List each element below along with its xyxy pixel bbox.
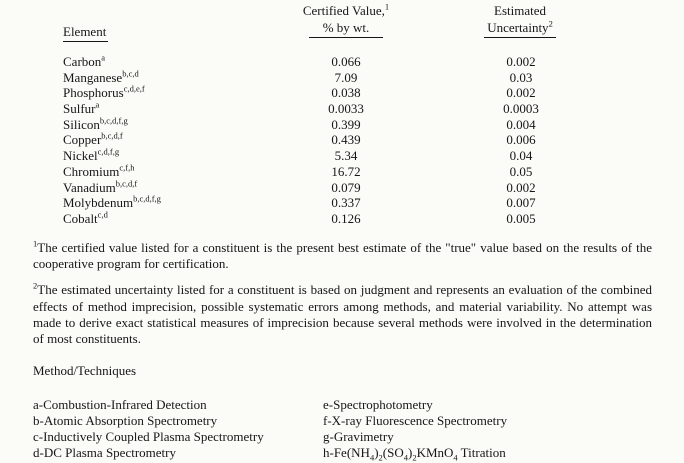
uncertainty-value: 0.002 xyxy=(506,179,536,195)
table-row xyxy=(0,211,684,227)
estimated-header-line2 xyxy=(452,20,588,39)
footnote: $^2$The estimated uncertainty listed for a constituent is based on judgment and represents an evaluation of the combined effects of method imprecision, possible systematic errors among methods, and material variability. No attempt was made to derive exact statistical measures of imprecision because several methods were involved in the determination of most constituents. xyxy=(33,281,652,347)
element-name: Manganese$^{b,c,d}$ xyxy=(63,68,139,85)
methods-right-column xyxy=(323,397,653,461)
element-name: Cobalt$^{c,d}$ xyxy=(63,209,108,226)
method-item: e-Spectrophotometry xyxy=(323,397,433,412)
percent-by-wt-label: % by wt. xyxy=(309,20,384,39)
element-methods-sup: b,c,d,f,g xyxy=(99,115,128,126)
certified-value-header-line1 xyxy=(283,3,409,20)
uncertainty-value: 0.007 xyxy=(506,195,536,211)
table-rows xyxy=(0,54,684,227)
method-item: d-DC Plasma Spectrometry xyxy=(33,445,176,460)
element-methods-sup: b,c,d,f,g xyxy=(133,193,161,204)
table-row xyxy=(0,164,684,180)
uncertainty-value: 0.04 xyxy=(509,148,533,164)
uncertainty-value: 0.004 xyxy=(506,116,536,132)
certified-value: 0.337 xyxy=(331,195,361,211)
table-row xyxy=(0,180,684,196)
uncertainty-value: 0.002 xyxy=(506,54,536,69)
uncertainty-value: 0.006 xyxy=(506,132,536,148)
element-methods-sup: c,d xyxy=(97,209,108,220)
element-name: Carbon$^a$ xyxy=(63,52,106,69)
table-row xyxy=(0,70,684,86)
certified-value-footnote-ref: 1 xyxy=(384,1,390,12)
uncertainty-value: 0.05 xyxy=(509,163,533,179)
table-row xyxy=(0,54,684,70)
certified-value: 0.126 xyxy=(331,210,361,226)
uncertainty-label-wrap xyxy=(484,20,556,39)
table-header-certified-value xyxy=(283,3,409,38)
uncertainty-value: 0.005 xyxy=(506,210,536,226)
element-methods-sup: c,f,h xyxy=(119,162,135,173)
element-name: Nickel$^{c,d,f,g}$ xyxy=(63,146,120,164)
method-item: $h-Fe(NH_4)_2(SO_4)_2KMnO_4$ Titration xyxy=(323,445,506,463)
method-item: f-X-ray Fluorescence Spectrometry xyxy=(323,413,508,428)
certified-value: 0.066 xyxy=(331,54,361,69)
method-item: b-Atomic Absorption Spectrometry xyxy=(33,413,218,428)
footnotes xyxy=(33,240,652,357)
table-row xyxy=(0,148,684,164)
method-item: g-Gravimetry xyxy=(323,429,394,444)
subscript: 2 xyxy=(412,452,417,463)
estimated-header-line1: Estimated xyxy=(494,3,546,18)
table-row xyxy=(0,195,684,211)
certified-value: 7.09 xyxy=(334,69,358,85)
certified-value-header-text: Certified Value, xyxy=(302,3,385,18)
element-methods-sup: a xyxy=(95,99,100,110)
uncertainty-value: 0.03 xyxy=(509,69,533,85)
element-methods-sup: b,c,d xyxy=(122,68,139,79)
subscript: 4 xyxy=(403,452,408,463)
element-name: Molybdenum$^{b,c,d,f,g}$ xyxy=(63,193,161,211)
certified-value-header-line2 xyxy=(283,20,409,39)
footnote-marker: 1 xyxy=(33,238,38,249)
subscript: 2 xyxy=(378,452,383,463)
methods-left-column xyxy=(33,397,323,461)
uncertainty-value: 0.0003 xyxy=(503,101,539,117)
element-methods-sup: c,d,f,g xyxy=(97,146,120,157)
element-name: Copper$^{b,c,d,f}$ xyxy=(63,131,123,148)
uncertainty-footnote-ref: 2 xyxy=(548,18,553,29)
element-name: Vanadium$^{b,c,d,f}$ xyxy=(63,178,138,195)
element-methods-sup: b,c,d,f xyxy=(115,178,138,189)
table-row xyxy=(0,132,684,148)
certified-value: 0.399 xyxy=(331,116,361,132)
certified-value: 5.34 xyxy=(334,148,358,164)
footnote: $^1$The certified value listed for a constituent is the present best estimate of the "true" value based on the results of the cooperative program for certification. xyxy=(33,238,652,272)
element-methods-sup: a xyxy=(101,52,106,63)
subscript: 4 xyxy=(369,452,375,463)
certified-value: 0.439 xyxy=(331,132,361,148)
table-header-estimated-uncertainty xyxy=(452,3,588,38)
element-methods-sup: c,d,e,f xyxy=(123,84,145,95)
method-item: c-Inductively Coupled Plasma Spectrometry xyxy=(33,429,264,444)
element-name: Phosphorus$^{c,d,e,f}$ xyxy=(63,84,145,101)
table-row xyxy=(0,101,684,117)
certified-value: 0.038 xyxy=(331,85,361,101)
method-item: a-Combustion-Infrared Detection xyxy=(33,397,207,412)
uncertainty-label: Uncertainty xyxy=(487,19,549,35)
methods-title: Method/Techniques xyxy=(33,363,137,378)
element-header-label: Element xyxy=(63,24,108,42)
table-header-element xyxy=(63,24,108,42)
footnote-marker: 2 xyxy=(33,281,38,292)
element-methods-sup: b,c,d,f xyxy=(101,131,123,142)
certified-value: 0.0033 xyxy=(328,101,364,117)
certified-value: 16.72 xyxy=(331,163,361,179)
uncertainty-value: 0.002 xyxy=(506,85,536,101)
element-name: Chromium$^{c,f,h}$ xyxy=(63,162,135,179)
table-row xyxy=(0,85,684,101)
element-name: Silicon$^{b,c,d,f,g}$ xyxy=(63,115,128,132)
element-name: Sulfur$^a$ xyxy=(63,99,100,117)
table-row xyxy=(0,117,684,133)
subscript: 4 xyxy=(453,452,458,463)
certified-value: 0.079 xyxy=(331,179,361,195)
